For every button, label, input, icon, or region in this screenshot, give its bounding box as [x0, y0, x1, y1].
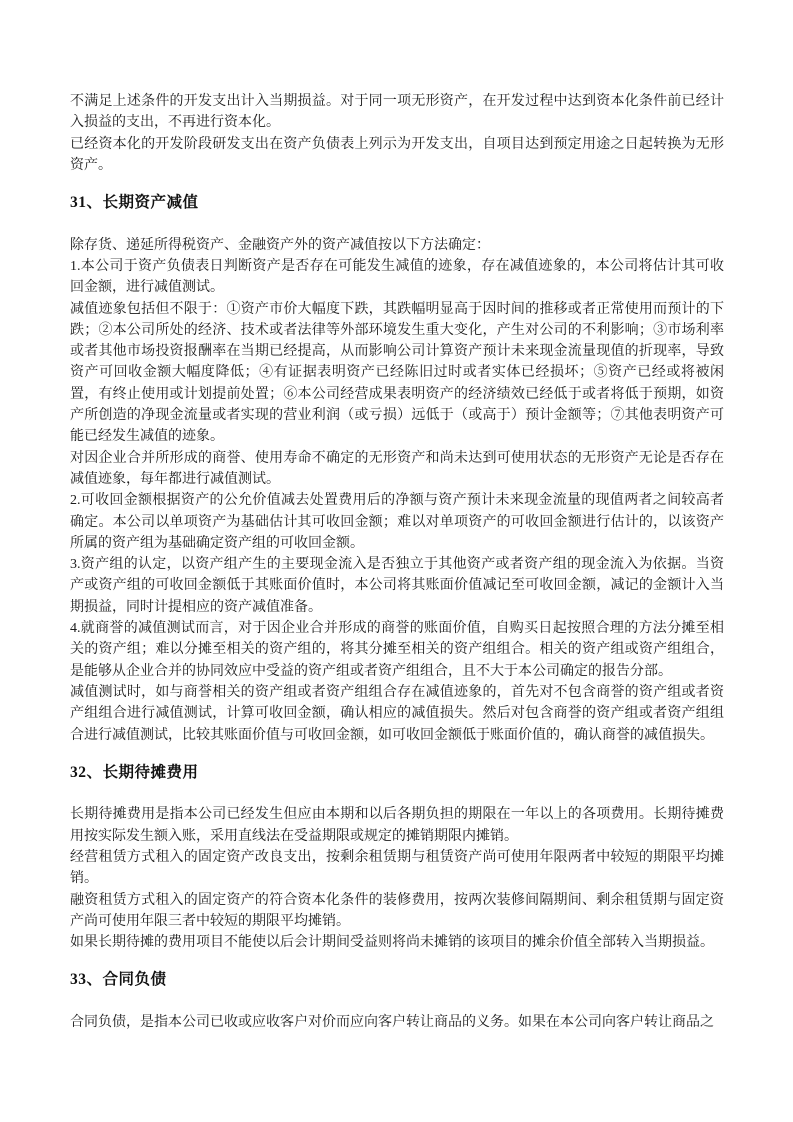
paragraph-impairment-indicators: 减值迹象包括但不限于：①资产市价大幅度下跌，其跌幅明显高于因时间的推移或者正常使用而预计的下跌；②本公司所处的经济、技术或者法律等外部环境发生重大变化，产生对公司的不利影响；③市场利率或者其他市场投资报酬率在当期已经提高，从而影响公司计算资产预计未来现金流量现值的折现率，导致资产可回收金额大幅度降低；④有证据表明资产已经陈旧过时或者实体已经损坏；⑤资产已经或将被闲置，有终止使用或计划提前处置；⑥本公司经营成果表明资产的经济绩效已经低于或者将低于预期，如资产所创造的净现金流量或者实现的营业利润（或亏损）远低于（或高于）预计金额等；⑦其他表明资产可能已经发生减值的迹象。 — [70, 301, 724, 445]
paragraph-impairment-item-1: 1.本公司于资产负债表日判断资产是否存在可能发生减值的迹象，存在减值迹象的，本公司将估计其可收回金额，进行减值测试。 — [70, 258, 724, 296]
paragraph-deferred-expenses-writeoff: 如果长期待摊的费用项目不能使以后会计期间受益则将尚未摊销的该项目的摊余价值全部转入当期损益。 — [70, 935, 714, 951]
heading-33-contract-liabilities: 33、合同负债 — [70, 971, 167, 989]
paragraph-goodwill-annual-test: 对因企业合并所形成的商誉、使用寿命不确定的无形资产和尚未达到可使用状态的无形资产无论是否存在减值迹象，每年都进行减值测试。 — [70, 450, 724, 487]
paragraph-dev-expense-profit-loss: 不满足上述条件的开发支出计入当期损益。对于同一项无形资产，在开发过程中达到资本化条件前已经计入损益的支出，不再进行资本化。 — [70, 94, 724, 131]
document-content — [70, 91, 724, 1033]
paragraph-impairment-item-4: 4.就商誉的减值测试而言，对于因企业合并形成的商誉的账面价值，自购买日起按照合理的方法分摊至相关的资产组；难以分摊至相关的资产组的，将其分摊至相关的资产组组合。相关的资产组或资产组组合，是能够从企业合并的协同效应中受益的资产组或者资产组组合，且不大于本公司确定的报告分部。 — [70, 621, 724, 679]
paragraph-impairment-item-2: 2.可收回金额根据资产的公允价值减去处置费用后的净额与资产预计未来现金流量的现值两者之间较高者确定。本公司以单项资产为基础估计其可收回金额；难以对单项资产的可收回金额进行估计的，以该资产所属的资产组为基础确定资产组的可收回金额。 — [70, 493, 724, 551]
paragraph-capitalized-dev-expenditure: 已经资本化的开发阶段研发支出在资产负债表上列示为开发支出，自项目达到预定用途之日起转换为无形资产。 — [70, 136, 724, 173]
paragraph-contract-liabilities-definition: 合同负债，是指本公司已收或应收客户对价而应向客户转让商品的义务。如果在本公司向客户转让商品之 — [70, 1014, 714, 1030]
paragraph-goodwill-impairment-test: 减值测试时，如与商誉相关的资产组或者资产组组合存在减值迹象的，首先对不包含商誉的资产组或者资产组组合进行减值测试，计算可收回金额，确认相应的减值损失。然后对包含商誉的资产组或者资产组组合进行减值测试，比较其账面价值与可收回金额，如可收回金额低于账面价值的，确认商誉的减值损失。 — [70, 684, 724, 743]
paragraph-impairment-scope: 除存货、递延所得税资产、金融资产外的资产减值按以下方法确定： — [70, 237, 490, 253]
paragraph-finance-lease-renovation: 融资租赁方式租入的固定资产的符合资本化条件的装修费用，按两次装修间隔期间、剩余租赁期与固定资产尚可使用年限三者中较短的期限平均摊销。 — [70, 892, 724, 929]
heading-32-long-term-deferred-expenses: 32、长期待摊费用 — [70, 763, 199, 781]
paragraph-operating-lease-improvement: 经营租赁方式租入的固定资产改良支出，按剩余租赁期与租赁资产尚可使用年限两者中较短的期限平均摊销。 — [70, 849, 724, 887]
paragraph-deferred-expenses-definition: 长期待摊费用是指本公司已经发生但应由本期和以后各期负担的期限在一年以上的各项费用。长期待摊费用按实际发生额入账，采用直线法在受益期限或规定的摊销期限内摊销。 — [70, 807, 724, 844]
heading-31-long-term-asset-impairment: 31、长期资产减值 — [70, 194, 199, 212]
paragraph-impairment-item-3: 3.资产组的认定，以资产组产生的主要现金流入是否独立于其他资产或者资产组的现金流入为依据。当资产或资产组的可收回金额低于其账面价值时，本公司将其账面价值减记至可收回金额，减记的金额计入当期损益，同时计提相应的资产减值准备。 — [70, 557, 724, 615]
